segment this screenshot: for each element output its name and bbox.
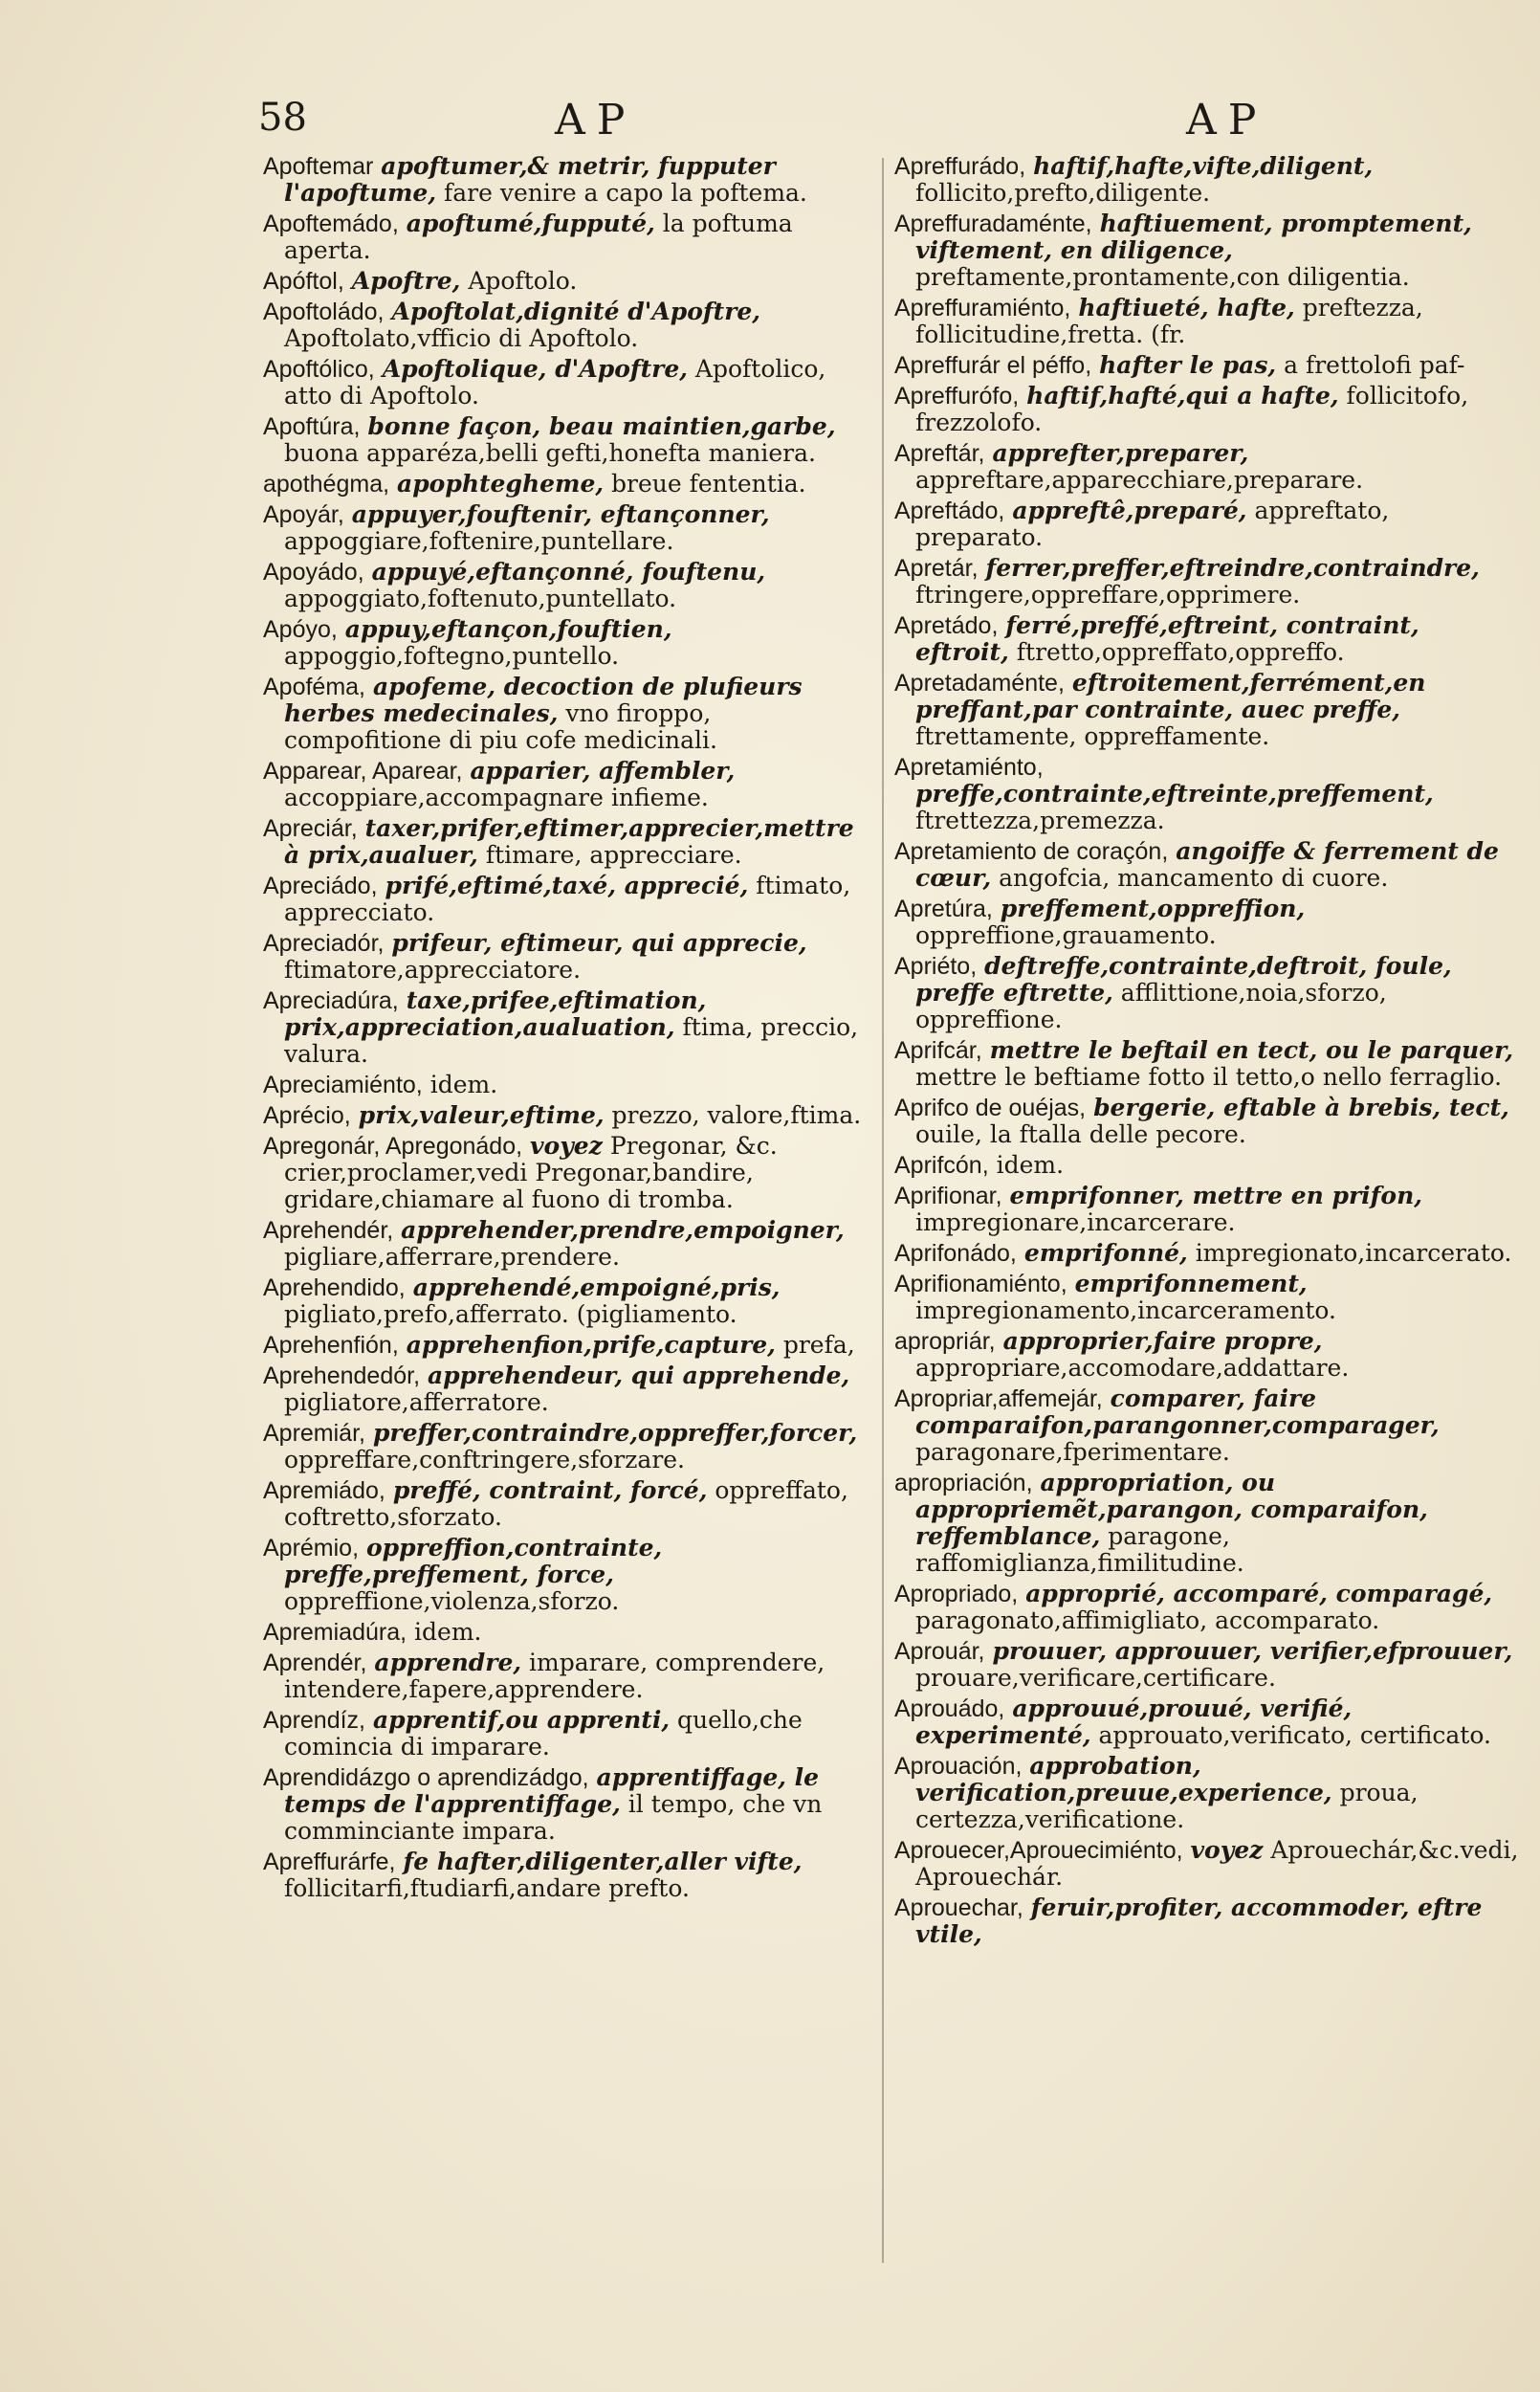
- headword: Aprehenfión,: [263, 1332, 399, 1359]
- french-gloss: eftroitement,ferrément,en preffant,par contrainte, auec preffe,: [915, 669, 1426, 723]
- headword: Aprifcár,: [894, 1037, 982, 1064]
- headword: Aprécio,: [263, 1102, 351, 1129]
- dictionary-entry: [263, 815, 875, 869]
- dictionary-entry: [263, 268, 875, 295]
- italian-gloss: preftamente,prontamente,con diligentia.: [915, 263, 1410, 291]
- italian-gloss: appoggiare,foftenire,puntellare.: [284, 527, 674, 555]
- dictionary-entry: [894, 1470, 1521, 1577]
- headword: Apoyár,: [263, 501, 344, 528]
- french-gloss: ferré,preffé,eftreint, contraint, eftroit,: [915, 611, 1419, 666]
- french-gloss: emprifonner, mettre en prifon,: [1009, 1182, 1422, 1209]
- dictionary-entry: [263, 1707, 875, 1761]
- headword: Apretúra,: [894, 896, 993, 922]
- french-gloss: Apoftolat,dignité d'Apoftre,: [391, 298, 760, 325]
- headword: Apoyádo,: [263, 559, 364, 586]
- dictionary-entry: [263, 1274, 875, 1328]
- headword: Apregonár, Apregonádo,: [263, 1133, 523, 1160]
- italian-gloss: ftima, preccio, valura.: [284, 1013, 859, 1068]
- dictionary-entry: [263, 1217, 875, 1271]
- italian-gloss: ftimatore,apprecciatore.: [284, 956, 582, 984]
- french-gloss: appuyer,fouftenir, eftançonner,: [351, 500, 770, 528]
- headword: Aprifco de ouéjas,: [894, 1095, 1087, 1121]
- running-head-left: AP: [555, 96, 637, 144]
- dictionary-entry: [894, 1328, 1521, 1382]
- headword: Apretamiento de coraçón,: [894, 838, 1169, 865]
- french-gloss: voyez: [1190, 1836, 1264, 1864]
- french-gloss: prix,valeur,eftime,: [358, 1101, 605, 1129]
- italian-gloss: appoggio,foftegno,puntello.: [284, 642, 620, 670]
- dictionary-entry: [263, 1477, 875, 1531]
- page-number: 58: [258, 96, 307, 140]
- french-gloss: ferrer,preffer,eftreindre,contraindre,: [985, 554, 1480, 582]
- italian-gloss: impregionato,incarcerato.: [1195, 1239, 1512, 1267]
- italian-gloss: ftimare, apprecciare.: [485, 841, 742, 869]
- headword: Apretádo,: [894, 612, 999, 639]
- headword: Apreciádo,: [263, 873, 378, 899]
- italian-gloss: buona apparéza,belli gefti,honefta maniera.: [284, 439, 816, 467]
- dictionary-entry: [263, 471, 875, 498]
- italian-gloss: ftrettamente, oppreffamente.: [915, 722, 1270, 750]
- dictionary-entry: [894, 896, 1521, 949]
- headword: Apreftár,: [894, 440, 985, 467]
- headword: Aprifionar,: [894, 1183, 1002, 1209]
- dictionary-entry: [894, 670, 1521, 750]
- headword: Apoftemar: [263, 153, 374, 180]
- italian-gloss: imparare, comprendere, intendere,fapere,apprendere.: [284, 1649, 825, 1703]
- headword: Apoftúra,: [263, 413, 361, 440]
- italian-gloss: idem.: [414, 1618, 482, 1646]
- dictionary-entry: [894, 754, 1521, 834]
- french-gloss: taxer,prifer,eftimer,apprecier,mettre à prix,aualuer,: [284, 814, 854, 869]
- italian-gloss: Pregonar, &c. crier,proclamer,vedi Pregonar,bandire, gridare,chiamare al fuono di tromba.: [284, 1132, 778, 1213]
- italian-gloss: pigliatore,afferratore.: [284, 1388, 549, 1416]
- italian-gloss: ftrettezza,premezza.: [915, 807, 1165, 834]
- dictionary-entry: [263, 1133, 875, 1213]
- italian-gloss: paragonato,affimigliato, accomparato.: [915, 1606, 1380, 1634]
- italian-gloss: preftezza, follicitudine,fretta. (fr.: [915, 294, 1423, 348]
- french-gloss: appreftê,preparé,: [1012, 497, 1247, 524]
- french-gloss: comparer, faire comparaifon,parangonner,comparager,: [915, 1384, 1440, 1439]
- french-gloss: hafter le pas,: [1099, 351, 1277, 379]
- french-gloss: taxe,prifee,eftimation, prix,appreciation,aualuation,: [284, 986, 707, 1041]
- french-gloss: bergerie, eftable à brebis, tect,: [1093, 1094, 1509, 1121]
- dictionary-entry: [263, 559, 875, 612]
- dictionary-entry: [263, 987, 875, 1068]
- italian-gloss: paragonare,fperimentare.: [915, 1438, 1230, 1466]
- dictionary-entry: [894, 440, 1521, 494]
- italian-gloss: prezzo, valore,ftima.: [611, 1101, 862, 1129]
- french-gloss: deftreffe,contrainte,deftroit, foule, preffe eftrette,: [915, 952, 1452, 1007]
- italian-gloss: idem.: [429, 1071, 498, 1098]
- italian-gloss: appreftato, preparato.: [915, 497, 1390, 551]
- italian-gloss: Apoftolo.: [468, 267, 578, 295]
- headword: apropriación,: [894, 1470, 1033, 1496]
- french-gloss: approprié, accomparé, comparagé,: [1025, 1580, 1493, 1607]
- italian-gloss: a frettolofi paf-: [1284, 351, 1465, 379]
- french-gloss: Apoftolique, d'Apoftre,: [382, 355, 688, 383]
- dictionary-entry: [894, 953, 1521, 1033]
- dictionary-entry: [894, 498, 1521, 551]
- french-gloss: prifeur, eftimeur, qui apprecie,: [391, 929, 807, 957]
- italian-gloss: vno firoppo, compofitione di piu cofe medicinali.: [284, 699, 717, 754]
- dictionary-entry: [263, 873, 875, 926]
- italian-gloss: impregionamento,incarceramento.: [915, 1296, 1336, 1324]
- italian-gloss: oppreffione,violenza,sforzo.: [284, 1587, 620, 1615]
- french-gloss: apprefter,preparer,: [992, 439, 1249, 467]
- french-gloss: apoftumer,& metrir, fupputer l'apoftume,: [284, 152, 776, 207]
- headword: Apreciadúra,: [263, 987, 399, 1014]
- dictionary-entry: [894, 1037, 1521, 1091]
- dictionary-entry: [263, 1362, 875, 1416]
- left-column: [263, 153, 875, 1906]
- french-gloss: apofeme, decoction de plufieurs herbes medecinales,: [284, 673, 803, 727]
- right-column: [894, 153, 1521, 1952]
- column-divider: [882, 158, 884, 2263]
- headword: Apreffurádo,: [894, 153, 1026, 180]
- dictionary-entry: [894, 1581, 1521, 1634]
- dictionary-entry: [263, 1072, 875, 1098]
- dictionary-entry: [263, 930, 875, 984]
- headword: Apropriar,affemejár,: [894, 1385, 1103, 1412]
- french-gloss: appropriation, ou appropriemẽt,parangon, comparaifon, reffemblance,: [915, 1469, 1428, 1550]
- french-gloss: prifé,eftimé,taxé, apprecié,: [385, 872, 749, 899]
- dictionary-entry: [894, 1695, 1521, 1749]
- italian-gloss: oppreffione,grauamento.: [915, 921, 1217, 949]
- french-gloss: apprehendé,empoigné,pris,: [412, 1274, 781, 1301]
- italian-gloss: il tempo, che vn comminciante impara.: [284, 1790, 823, 1845]
- french-gloss: apprentiffage, le temps de l'apprentiffage,: [284, 1763, 820, 1818]
- italian-gloss: proua, certezza,verificatione.: [915, 1779, 1419, 1833]
- headword: Apriéto,: [894, 953, 978, 980]
- headword: Apreffuramiénto,: [894, 295, 1071, 321]
- french-gloss: mettre le beftail en tect, ou le parquer,: [989, 1036, 1514, 1064]
- dictionary-entry: [894, 1753, 1521, 1833]
- dictionary-entry: [894, 352, 1521, 379]
- italian-gloss: pigliare,afferrare,prendere.: [284, 1243, 620, 1271]
- french-gloss: preffé, contraint, forcé,: [392, 1476, 708, 1504]
- french-gloss: feruir,profiter, accommoder, eftre vtile,: [915, 1894, 1483, 1948]
- headword: Apremiár,: [263, 1420, 365, 1447]
- headword: Aprehendido,: [263, 1274, 406, 1301]
- dictionary-entry: [263, 616, 875, 670]
- headword: Aprouádo,: [894, 1695, 1005, 1722]
- french-gloss: emprifonné,: [1023, 1239, 1188, 1267]
- headword: Aprendér,: [263, 1650, 367, 1676]
- dictionary-entry: [263, 299, 875, 352]
- dictionary-entry: [263, 413, 875, 467]
- dictionary-entry: [263, 1332, 875, 1359]
- italian-gloss: Aprouechár,&c.vedi, Aprouechár.: [915, 1836, 1519, 1891]
- french-gloss: approprier,faire propre,: [1002, 1327, 1323, 1355]
- french-gloss: emprifonnement,: [1074, 1270, 1308, 1297]
- headword: Apoftoládo,: [263, 299, 385, 325]
- french-gloss: apparier, affembler,: [470, 757, 736, 785]
- italian-gloss: oppreffato, coftretto,sforzato.: [284, 1476, 848, 1531]
- dictionary-entry: [894, 612, 1521, 666]
- headword: Apoftólico,: [263, 356, 375, 383]
- italian-gloss: afflittione,noia,sforzo, oppreffione.: [915, 979, 1387, 1033]
- dictionary-entry: [263, 1650, 875, 1703]
- french-gloss: preffement,oppreffion,: [1000, 895, 1306, 922]
- french-gloss: approuué,prouué, verifié, experimenté,: [915, 1694, 1353, 1749]
- french-gloss: appuy,eftançon,fouftien,: [344, 615, 672, 643]
- italian-gloss: prouare,verificare,certificare.: [915, 1664, 1276, 1692]
- italian-gloss: ftretto,oppreffato,oppreffo.: [1016, 638, 1345, 666]
- headword: Apóftol,: [263, 268, 344, 295]
- headword: Apreftádo,: [894, 498, 1005, 524]
- italian-gloss: prefa,: [782, 1331, 855, 1359]
- french-gloss: haftiuement, promptement, viftement, en diligence,: [915, 210, 1472, 264]
- headword: Apreciár,: [263, 815, 358, 842]
- french-gloss: preffe,contrainte,eftreinte,preffement,: [915, 780, 1434, 808]
- italian-gloss: breue fententia.: [611, 470, 806, 498]
- french-gloss: apprendre,: [374, 1649, 522, 1676]
- dictionary-entry: [894, 295, 1521, 348]
- headword: Apretár,: [894, 555, 979, 582]
- dictionary-entry: [263, 1764, 875, 1845]
- dictionary-entry: [263, 1102, 875, 1129]
- italian-gloss: pigliato,prefo,afferrato. (pigliamento.: [284, 1300, 737, 1328]
- french-gloss: appuyé,eftançonné, fouftenu,: [371, 558, 766, 586]
- dictionary-entry: [263, 1849, 875, 1902]
- italian-gloss: ftringere,oppreffare,opprimere.: [915, 581, 1301, 609]
- french-gloss: apoftumé,fupputé,: [406, 210, 655, 237]
- headword: Aprehendedór,: [263, 1362, 421, 1389]
- headword: Aprouación,: [894, 1753, 1023, 1780]
- italian-gloss: follicito,prefto,diligente.: [915, 179, 1211, 207]
- dictionary-entry: [894, 210, 1521, 291]
- headword: Apreffurár el péffo,: [894, 352, 1092, 379]
- headword: Aprifcón,: [894, 1152, 989, 1179]
- dictionary-entry: [894, 1183, 1521, 1236]
- dictionary-entry: [263, 1420, 875, 1473]
- headword: Apreffuradaménte,: [894, 210, 1092, 237]
- headword: Apremiadúra,: [263, 1619, 407, 1646]
- italian-gloss: ftimato, apprecciato.: [284, 872, 851, 926]
- dictionary-entry: [263, 674, 875, 754]
- headword: Apóyo,: [263, 616, 338, 643]
- italian-gloss: appoggiato,foftenuto,puntellato.: [284, 585, 677, 612]
- italian-gloss: idem.: [996, 1151, 1065, 1179]
- italian-gloss: oppreffare,conftringere,sforzare.: [284, 1446, 686, 1473]
- headword: Apretadaménte,: [894, 670, 1065, 697]
- italian-gloss: follicitarfi,ftudiarfi,andare prefto.: [284, 1874, 690, 1902]
- italian-gloss: paragone, raffomiglianza,fimilitudine.: [915, 1522, 1244, 1577]
- headword: Apreffurófo,: [894, 383, 1020, 410]
- dictionary-entry: [263, 1619, 875, 1646]
- dictionary-entry: [894, 1152, 1521, 1179]
- dictionary-entry: [263, 1535, 875, 1615]
- italian-gloss: follicitofo, frezzolofo.: [915, 382, 1469, 436]
- french-gloss: haftif,hafté,qui a hafte,: [1026, 382, 1339, 410]
- headword: Apreffurárfe,: [263, 1849, 396, 1875]
- dictionary-entry: [894, 153, 1521, 207]
- headword: Apoféma,: [263, 674, 366, 700]
- headword: apropriár,: [894, 1328, 996, 1355]
- french-gloss: prouuer, approuuer, verifier,efprouuer,: [992, 1637, 1513, 1665]
- headword: Aprehendér,: [263, 1217, 394, 1244]
- french-gloss: haftiueté, hafte,: [1078, 294, 1295, 321]
- french-gloss: angoiffe & ferrement de cœur,: [915, 837, 1499, 892]
- dictionary-entry: [894, 838, 1521, 892]
- dictionary-entry: [263, 153, 875, 207]
- italian-gloss: mettre le beftiame fotto il tetto,o nello ferraglio.: [915, 1063, 1503, 1091]
- italian-gloss: angofcia, mancamento di cuore.: [999, 864, 1389, 892]
- dictionary-entry: [263, 758, 875, 811]
- french-gloss: approbation, verification,preuue,experience,: [915, 1752, 1332, 1806]
- dictionary-entry: [894, 383, 1521, 436]
- dictionary-entry: [263, 501, 875, 555]
- italian-gloss: quello,che comincia di imparare.: [284, 1706, 803, 1761]
- headword: Aprifonádo,: [894, 1240, 1017, 1267]
- dictionary-entry: [894, 555, 1521, 609]
- page-header: [0, 96, 1540, 153]
- italian-gloss: la poftuma aperta.: [284, 210, 793, 264]
- french-gloss: haftif,hafte,vifte,diligent,: [1033, 152, 1374, 180]
- french-gloss: fe hafter,diligenter,aller vifte,: [403, 1848, 803, 1875]
- headword: Apropriado,: [894, 1581, 1019, 1607]
- italian-gloss: approuato,verificato, certificato.: [1098, 1721, 1491, 1749]
- headword: Apreciamiénto,: [263, 1072, 423, 1098]
- dictionary-entry: [894, 1240, 1521, 1267]
- italian-gloss: Apoftolico, atto di Apoftolo.: [284, 355, 826, 410]
- french-gloss: Apoftre,: [351, 267, 461, 295]
- dictionary-entry: [894, 1837, 1521, 1891]
- french-gloss: apprehenfion,prife,capture,: [406, 1331, 776, 1359]
- dictionary-entry: [263, 210, 875, 264]
- italian-gloss: appropriare,accomodare,addattare.: [915, 1354, 1350, 1382]
- headword: Apremiádo,: [263, 1477, 385, 1504]
- italian-gloss: appreftare,apparecchiare,preparare.: [915, 466, 1364, 494]
- french-gloss: apprehender,prendre,empoigner,: [401, 1216, 845, 1244]
- dictionary-entry: [894, 1638, 1521, 1692]
- headword: Aprendidázgo o aprendizádgo,: [263, 1764, 589, 1791]
- headword: Aprendíz,: [263, 1707, 366, 1734]
- french-gloss: apophtegheme,: [397, 470, 605, 498]
- headword: Aprémio,: [263, 1535, 360, 1561]
- headword: Apparear, Aparear,: [263, 758, 463, 785]
- french-gloss: bonne façon, beau maintien,garbe,: [367, 412, 836, 440]
- headword: Aprouecer,Aprouecimiénto,: [894, 1837, 1183, 1864]
- french-gloss: apprehendeur, qui apprehende,: [427, 1362, 850, 1389]
- headword: Apretamiénto,: [894, 754, 1044, 781]
- french-gloss: voyez: [530, 1132, 603, 1160]
- dictionary-entry: [894, 1385, 1521, 1466]
- headword: Aprifionamiénto,: [894, 1271, 1067, 1297]
- running-head-right: AP: [1186, 96, 1268, 144]
- headword: Apoftemádo,: [263, 210, 399, 237]
- headword: Aprouár,: [894, 1638, 985, 1665]
- italian-gloss: Apoftolato,vfficio di Apoftolo.: [284, 324, 639, 352]
- headword: Apreciadór,: [263, 930, 385, 957]
- italian-gloss: accoppiare,accompagnare infieme.: [284, 784, 709, 811]
- headword: apothégma,: [263, 471, 390, 498]
- dictionary-entry: [894, 1095, 1521, 1148]
- french-gloss: oppreffion,contrainte, preffe,preffement, force,: [284, 1534, 663, 1588]
- italian-gloss: ouile, la ftalla delle pecore.: [915, 1120, 1246, 1148]
- italian-gloss: fare venire a capo la poftema.: [444, 179, 807, 207]
- italian-gloss: impregionare,incarcerare.: [915, 1208, 1236, 1236]
- dictionary-entry: [263, 356, 875, 410]
- dictionary-entry: [894, 1271, 1521, 1324]
- headword: Aprouechar,: [894, 1894, 1023, 1921]
- dictionary-entry: [894, 1894, 1521, 1948]
- french-gloss: preffer,contraindre,oppreffer,forcer,: [372, 1419, 858, 1447]
- french-gloss: apprentif,ou apprenti,: [372, 1706, 671, 1734]
